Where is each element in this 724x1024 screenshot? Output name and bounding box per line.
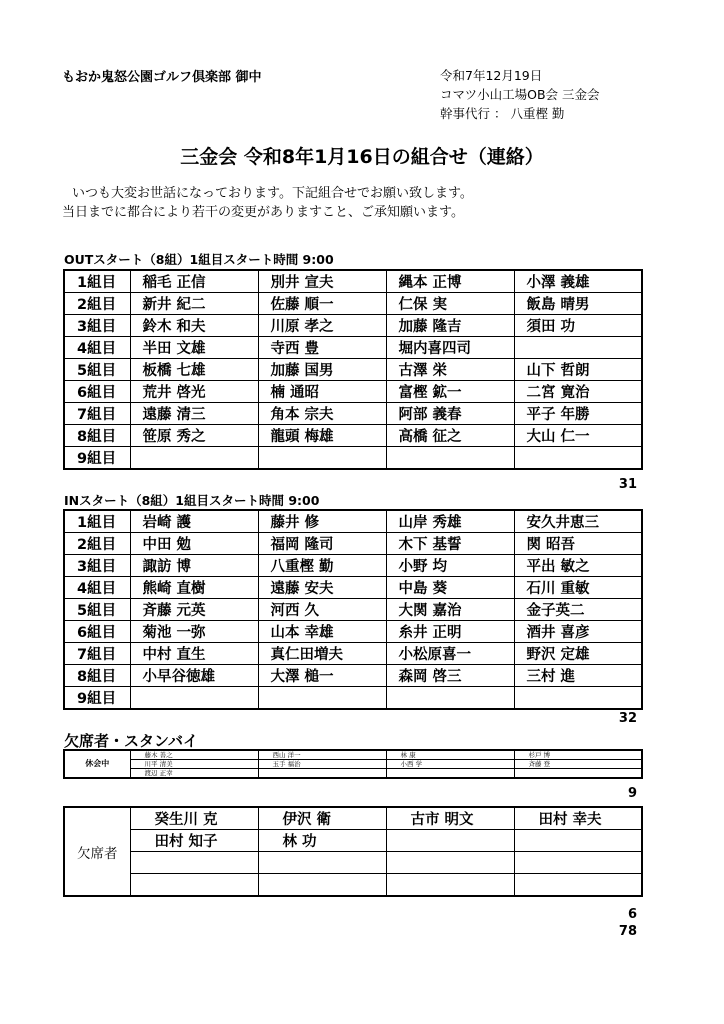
player-name: 平出 敏之 [514,555,642,577]
kyukai-member: 斉藤 登 [514,760,642,769]
player-name: 堀内喜四司 [386,337,514,359]
player-name: 加藤 隆吉 [386,315,514,337]
group-number: 3組目 [64,315,130,337]
out-pairing-table [63,269,643,470]
absent-row [64,874,642,897]
group-number: 4組目 [64,577,130,599]
player-name: 遠藤 安夫 [258,577,386,599]
group-number: 1組目 [64,510,130,533]
group-row [64,293,642,315]
group-row [64,447,642,470]
group-row [64,403,642,425]
absent-row [64,807,642,830]
player-name: 平子 年勝 [514,403,642,425]
player-name: 八重樫 勤 [258,555,386,577]
group-number: 2組目 [64,533,130,555]
player-name: 関 昭吾 [514,533,642,555]
absent-member: 癸生川 克 [130,807,258,830]
player-name: 寺西 豊 [258,337,386,359]
kyukai-member: 林 康 [386,750,514,760]
player-name: 別井 宣夫 [258,270,386,293]
player-name: 板橋 七雄 [130,359,258,381]
group-row [64,621,642,643]
player-name: 岩崎 護 [130,510,258,533]
player-name: 大山 仁一 [514,425,642,447]
player-name [386,687,514,710]
absent-member [130,874,258,897]
player-name [258,687,386,710]
absent-label: 欠席者 [64,807,130,896]
standby-title: 欠席者・スタンバイ [64,732,198,750]
absent-member: 伊沢 衛 [258,807,386,830]
group-number: 6組目 [64,621,130,643]
player-name: 森岡 啓三 [386,665,514,687]
player-name: 安久井恵三 [514,510,642,533]
kyukai-member [386,769,514,779]
kyukai-member: 渡辺 正幸 [130,769,258,779]
player-name [386,447,514,470]
document-date: 令和7年12月19日 [440,68,543,83]
group-number: 9組目 [64,447,130,470]
player-name: 大澤 槌一 [258,665,386,687]
sender-block [440,66,600,123]
out-section-label: OUTスタート（8組）1組目スタート時間 9:00 [64,252,334,267]
player-name: 仁保 実 [386,293,514,315]
group-number: 1組目 [64,270,130,293]
player-name: 熊崎 直樹 [130,577,258,599]
player-name: 小早谷徳雄 [130,665,258,687]
player-name [130,447,258,470]
sender-organization: コマツ小山工場OB会 三金会 [440,87,600,102]
intro-line-1: いつも大変お世話になっております。下記組合せでお願い致します。 [72,186,473,201]
kyukai-label: 休会中 [64,750,130,778]
absent-member: 田村 知子 [130,830,258,852]
player-name [514,687,642,710]
absent-total: 6 [627,907,637,922]
group-number: 4組目 [64,337,130,359]
kyukai-table [63,749,643,779]
group-row [64,510,642,533]
player-name: 中田 勉 [130,533,258,555]
player-name: 木下 基誓 [386,533,514,555]
absent-member [130,852,258,874]
player-name: 荒井 啓光 [130,381,258,403]
grand-total: 78 [618,924,637,939]
player-name: 福岡 隆司 [258,533,386,555]
player-name: 糸井 正明 [386,621,514,643]
player-name [130,687,258,710]
group-number: 3組目 [64,555,130,577]
absent-member: 林 功 [258,830,386,852]
group-row [64,555,642,577]
kyukai-member: 小西 学 [386,760,514,769]
group-row [64,687,642,710]
absent-member [386,874,514,897]
absent-row [64,830,642,852]
group-row [64,337,642,359]
group-row [64,359,642,381]
addressee: もおか鬼怒公園ゴルフ倶楽部 御中 [62,70,262,85]
player-name: 富樫 鉱一 [386,381,514,403]
in-section-label: INスタート（8組）1組目スタート時間 9:00 [64,493,320,508]
player-name [258,447,386,470]
group-number: 9組目 [64,687,130,710]
player-name: 真仁田増夫 [258,643,386,665]
standby-total: 9 [627,786,637,801]
intro-line-2: 当日までに都合により若干の変更がありますこと、ご承知願います。 [62,205,464,220]
absent-member [258,874,386,897]
player-name: 楠 通昭 [258,381,386,403]
group-row [64,381,642,403]
player-name [514,337,642,359]
group-number: 6組目 [64,381,130,403]
player-name: 小野 均 [386,555,514,577]
group-number: 7組目 [64,643,130,665]
group-row [64,533,642,555]
absent-member [386,852,514,874]
absent-member [514,830,642,852]
group-number: 7組目 [64,403,130,425]
player-name: 諏訪 博 [130,555,258,577]
player-name: 斉藤 元英 [130,599,258,621]
group-number: 8組目 [64,665,130,687]
group-row [64,599,642,621]
player-name: 新井 紀二 [130,293,258,315]
player-name: 小澤 義雄 [514,270,642,293]
player-name: 龍頭 梅雄 [258,425,386,447]
player-name: 二宮 寛治 [514,381,642,403]
player-name: 野沢 定雄 [514,643,642,665]
kyukai-row [64,760,642,769]
kyukai-member: 川平 清美 [130,760,258,769]
kyukai-member [514,769,642,779]
player-name: 小松原喜一 [386,643,514,665]
kyukai-member: 杉戸 博 [514,750,642,760]
group-row [64,425,642,447]
in-pairing-table [63,509,643,710]
absent-member [514,874,642,897]
player-name: 飯島 晴男 [514,293,642,315]
absent-member: 田村 幸夫 [514,807,642,830]
player-name: 大関 嘉治 [386,599,514,621]
out-total: 31 [618,477,637,492]
in-total: 32 [618,711,637,726]
player-name: 高橋 征之 [386,425,514,447]
intro-text [62,184,473,222]
group-row [64,315,642,337]
player-name: 金子英二 [514,599,642,621]
group-row [64,643,642,665]
player-name: 山岸 秀雄 [386,510,514,533]
player-name: 河西 久 [258,599,386,621]
player-name: 笹原 秀之 [130,425,258,447]
absent-row [64,852,642,874]
player-name: 山本 幸雄 [258,621,386,643]
player-name: 須田 功 [514,315,642,337]
player-name: 遠藤 清三 [130,403,258,425]
kyukai-row [64,769,642,779]
player-name: 中村 直生 [130,643,258,665]
kyukai-member [258,769,386,779]
player-name: 古澤 栄 [386,359,514,381]
player-name: 阿部 義春 [386,403,514,425]
player-name: 稲毛 正信 [130,270,258,293]
player-name: 角本 宗夫 [258,403,386,425]
player-name: 藤井 修 [258,510,386,533]
group-number: 5組目 [64,359,130,381]
kyukai-member: 藤木 善之 [130,750,258,760]
player-name: 鈴木 和夫 [130,315,258,337]
absent-member: 古市 明文 [386,807,514,830]
player-name: 山下 哲朗 [514,359,642,381]
player-name: 石川 重敏 [514,577,642,599]
group-row [64,577,642,599]
kyukai-member: 玉手 福治 [258,760,386,769]
absent-member [258,852,386,874]
absent-member [514,852,642,874]
player-name: 酒井 喜彦 [514,621,642,643]
player-name: 縄本 正博 [386,270,514,293]
kyukai-member: 西山 洋一 [258,750,386,760]
player-name: 半田 文雄 [130,337,258,359]
player-name: 三村 進 [514,665,642,687]
document-title: 三金会 令和8年1月16日の組合せ（連絡） [180,146,544,168]
absent-table [63,806,643,897]
player-name: 佐藤 順一 [258,293,386,315]
player-name: 川原 孝之 [258,315,386,337]
player-name: 菊池 一弥 [130,621,258,643]
group-number: 8組目 [64,425,130,447]
group-row [64,665,642,687]
player-name: 加藤 国男 [258,359,386,381]
organizer: 幹事代行 ： 八重樫 勤 [440,106,565,121]
group-number: 2組目 [64,293,130,315]
group-row [64,270,642,293]
group-number: 5組目 [64,599,130,621]
kyukai-row [64,750,642,760]
player-name: 中島 葵 [386,577,514,599]
player-name [514,447,642,470]
absent-member [386,830,514,852]
